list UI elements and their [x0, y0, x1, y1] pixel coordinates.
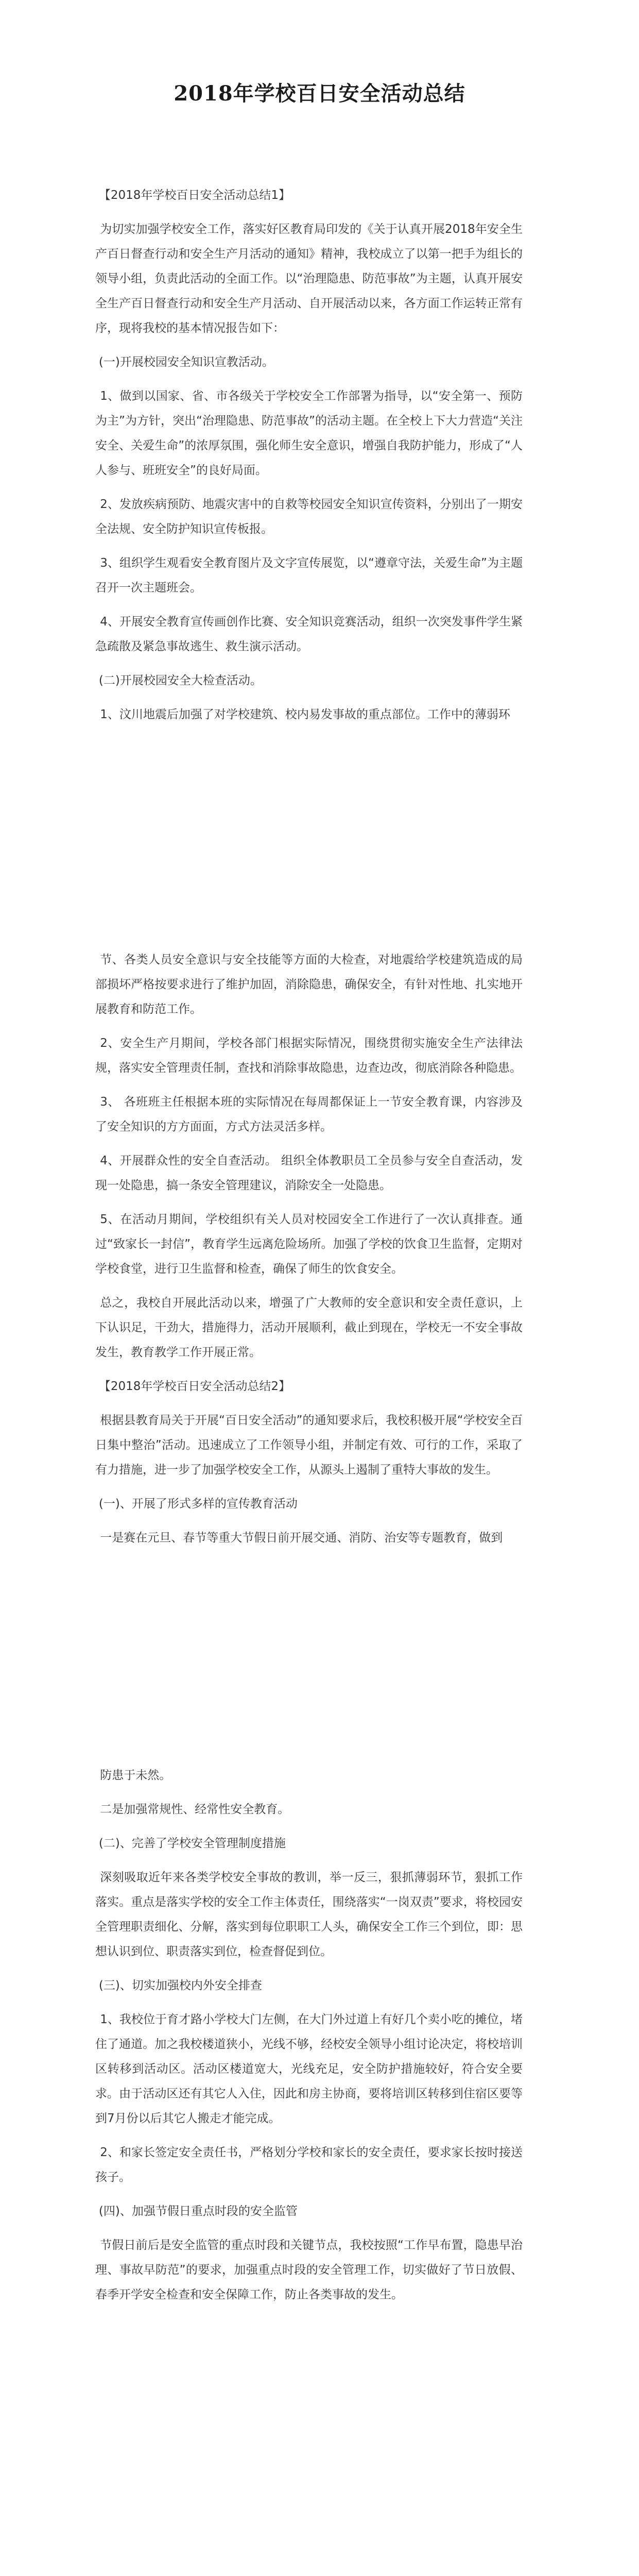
paragraph: 2、和家长签定安全责任书，严格划分学校和家长的安全责任，要求家长按时接送孩子。	[95, 2146, 523, 2184]
paragraph: 总之，我校自开展此活动以来，增强了广大教师的安全意识和安全责任意识，上下认识足，干劲大，措施得力，活动开展顺利，截止到现在，学校无一不安全事故发生，教育教学工作开展正常。	[95, 1296, 523, 1359]
section-heading: 【2018年学校百日安全活动总结2】	[98, 1380, 291, 1393]
blank-gap	[95, 1560, 523, 1763]
subsection-heading: (一)、开展了形式多样的宣传教育活动	[98, 1497, 298, 1511]
paragraph: 4、开展群众性的安全自查活动。 组织全体教职员工全员参与安全自查活动，发现一处隐患，搞一条安全管理建议，消除安全一处隐患。	[95, 1154, 523, 1192]
paragraph: 节假日前后是安全监管的重点时段和关键节点，我校按照“工作早布置，隐患早治理、事故早防范”的要求，加强重点时段的安全管理工作，切实做好了节日放假、春季开学安全检查和安全保障工作，防止各类事故的发生。	[95, 2239, 523, 2301]
paragraph: 节、各类人员安全意识与安全技能等方面的大检查，对地震给学校建筑造成的局部损坏严格按要求进行了维护加固，消除隐患，确保安全，有针对性地、扎实地开展教育和防范工作。	[95, 953, 523, 1016]
paragraph: 为切实加强学校安全工作，落实好区教育局印发的《关于认真开展2018年安全生产百日督查行动和安全生产月活动的通知》精神，我校成立了以第一把手为组长的领导小组，负责此活动的全面工作。以“治理隐患、防范事故”为主题，认真开展安全生产百日督查行动和安全生产月活动、自开展活动以来，各方面工作运转正常有序，现将我校的基本情况报告如下：	[95, 223, 523, 335]
subsection-heading: (二)、完善了学校安全管理制度措施	[98, 1837, 286, 1850]
paragraph: 5、在活动月期间，学校组织有关人员对校园安全工作进行了一次认真排查。通过“致家长一封信”，教育学生远离危险场所。加强了学校的饮食卫生监督，定期对学校食堂，进行卫生监督和检查，确保了师生的饮食安全。	[95, 1213, 523, 1276]
paragraph: 2、发放疾病预防、地震灾害中的自救等校园安全知识宣传资料，分别出了一期安全法规、安全防护知识宣传板报。	[95, 498, 523, 536]
subsection-heading: (一)开展校园安全知识宣教活动。	[98, 355, 274, 369]
subsection-heading: (三)、切实加强校内外安全排查	[98, 1979, 262, 1992]
document-title: 2018年学校百日安全活动总结	[174, 81, 465, 106]
blank-gap	[95, 736, 523, 947]
paragraph: 防患于未然。	[100, 1769, 171, 1782]
paragraph: 1、做到以国家、省、市各级关于学校安全工作部署为指导，以“安全第一、预防为主”为方针，突出“治理隐患、防范事故”的活动主题。在全校上下大力营造“关注安全、关爱生命”的浓厚氛围，强化师生安全意识，增强自我防护能力，形成了“人人参与、班班安全”的良好局面。	[95, 389, 523, 477]
paragraph: 深刻吸取近年来各类学校安全事故的教训，举一反三，狠抓薄弱环节，狠抓工作落实。重点是落实学校的安全工作主体责任，围绕落实“一岗双责”要求，将校园安全管理职责细化、分解，落实到每位职职工人头，确保安全工作三个到位，即：思想认识到位、职责落实到位，检查督促到位。	[95, 1871, 523, 1958]
document-body	[95, 183, 523, 2316]
paragraph: 2、安全生产月期间，学校各部门根据实际情况，围绕贯彻实施安全生产法律法规，落实安全管理责任制，查找和消除事故隐患，边查边改，彻底消除各种隐患。	[95, 1037, 523, 1075]
paragraph: 根据县教育局关于开展“百日安全活动”的通知要求后，我校积极开展“学校安全百日集中整治”活动。迅速成立了工作领导小组，并制定有效、可行的工作，采取了有力措施，进一步了加强学校安全工作，从源头上遏制了重特大事故的发生。	[95, 1414, 523, 1477]
subsection-heading: (四)、加强节假日重点时段的安全监管	[98, 2205, 298, 2218]
section-heading: 【2018年学校百日安全活动总结1】	[98, 189, 291, 202]
paragraph: 3、组织学生观看安全教育图片及文字宣传展览，以“遵章守法，关爱生命”为主题召开一次主题班会。	[95, 556, 523, 595]
paragraph: 4、开展安全教育宣传画创作比赛、安全知识竞赛活动，组织一次突发事件学生紧急疏散及紧急事故逃生、救生演示活动。	[95, 615, 523, 653]
subsection-heading: (二)开展校园安全大检查活动。	[98, 674, 262, 687]
paragraph: 二是加强常规性、经常性安全教育。	[100, 1803, 290, 1816]
paragraph: 一是赛在元旦、春节等重大节假日前开展交通、消防、治安等专题教育，做到	[100, 1531, 503, 1545]
paragraph: 1、我校位于育才路小学校大门左侧，在大门外过道上有好几个卖小吃的摊位，堵住了通道。加之我校楼道狭小，光线不够，经校安全领导小组讨论决定，将校培训区转移到活动区。活动区楼道宽大，光线充足，安全防护措施较好，符合安全要求。由于活动区还有其它人入住，因此和房主协商，要将培训区转移到住宿区要等到7月份以后其它人搬走才能完成。	[95, 2013, 523, 2125]
paragraph: 1、汶川地震后加强了对学校建筑、校内易发事故的重点部位。工作中的薄弱环	[100, 708, 510, 721]
paragraph: 3、 各班班主任根据本班的实际情况在每周都保证上一节安全教育课，内容涉及了安全知识的方方面面，方式方法灵活多样。	[95, 1095, 523, 1133]
